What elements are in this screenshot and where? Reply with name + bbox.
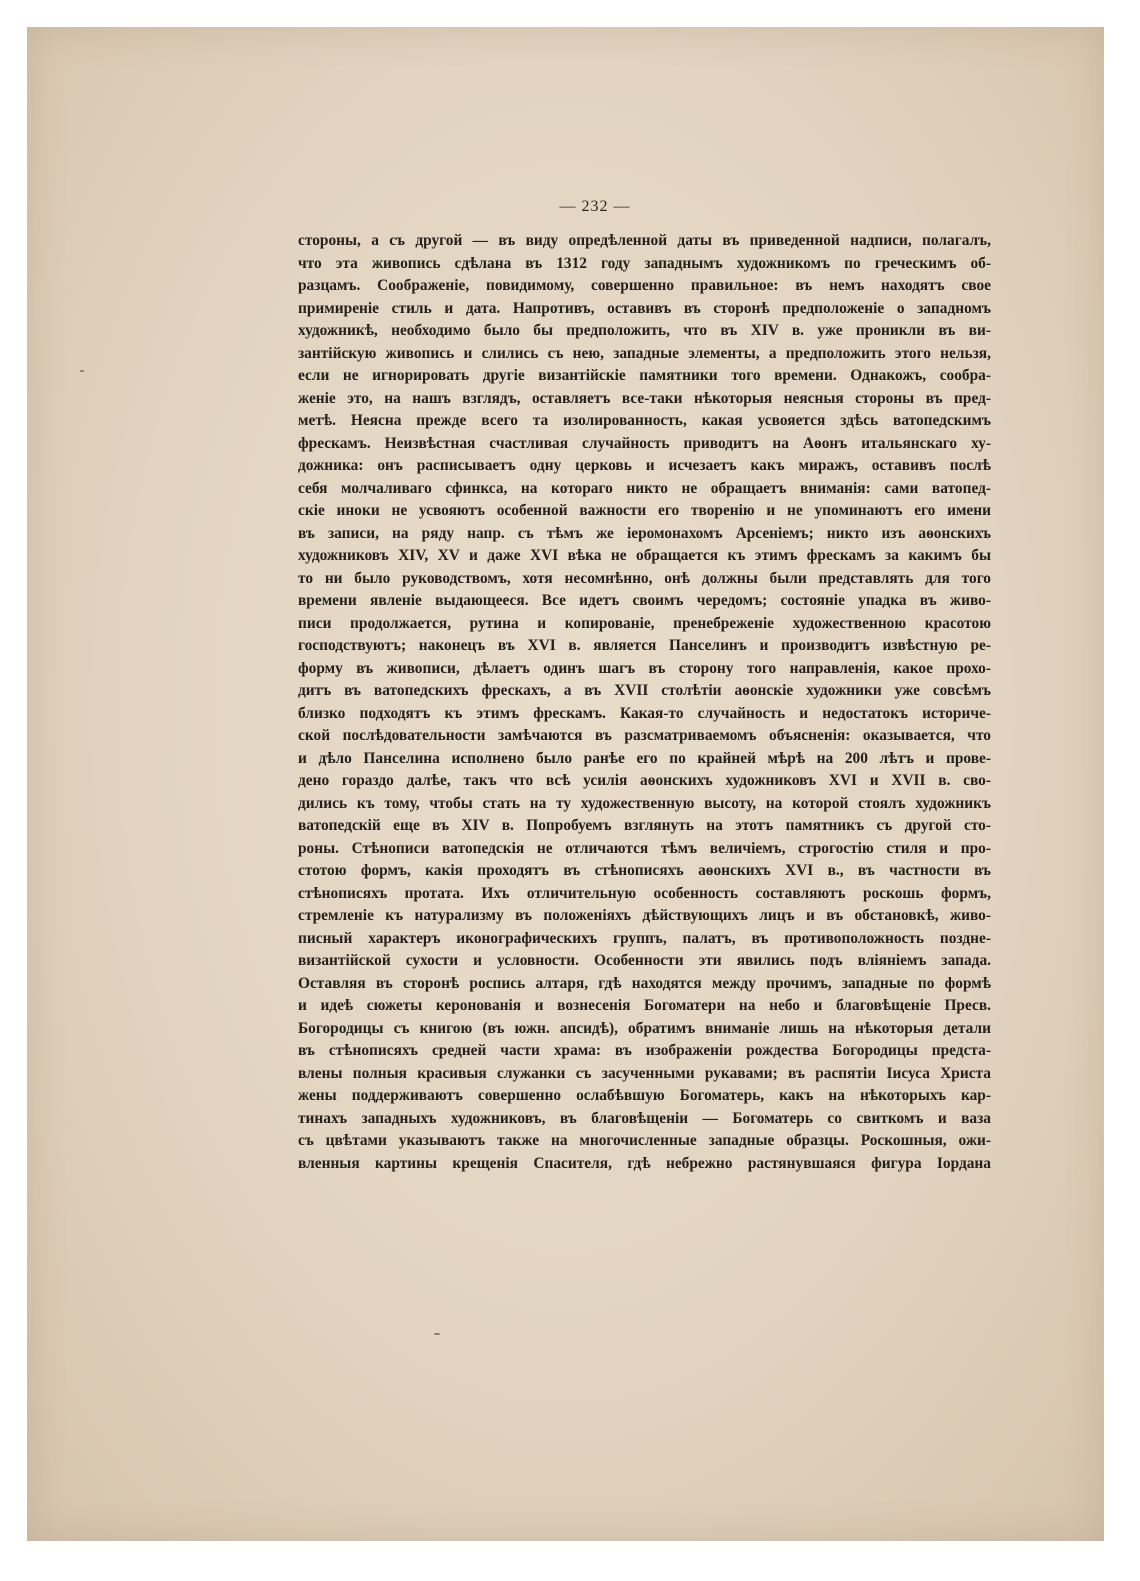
text-line: дились къ тому, чтобы стать на ту художественную высоту, на которой стоялъ художникъ: [298, 794, 991, 812]
text-line: скіе иноки не усвояютъ особенной важности его творенію и не упоминаютъ его имени: [298, 502, 991, 519]
text-line: ской послѣдовательности замѣчаются въ разсматриваемомъ объясненія: оказывается, что: [298, 727, 991, 744]
text-line: стороны, а съ другой — въ виду опредѣленной даты въ приведенной надписи, полагалъ,: [298, 232, 991, 249]
paper-speck: [80, 370, 84, 372]
text-line: что эта живопись сдѣлана въ 1312 году западнымъ художникомъ по греческимъ об-: [298, 254, 991, 272]
text-line: метѣ. Неясна прежде всего та изолированность, какая усвояется здѣсь ватопедскимъ: [298, 412, 991, 429]
text-line: стотою формъ, какія проходятъ въ стѣнописяхъ аѳонскихъ XVI в., въ частности въ: [298, 862, 991, 879]
text-line: влены полныя красивыя служанки съ засученными рукавами; въ распятіи Іисуса Христа: [298, 1064, 991, 1082]
text-line: себя молчаливаго сфинкса, на котораго никто не обращаетъ вниманія: сами ватопед-: [298, 479, 991, 497]
text-line: если не игнорировать другіе византійскіе памятники того времени. Однакожъ, сообра-: [298, 367, 991, 384]
text-line: тинахъ западныхъ художниковъ, въ благовѣщеніи — Богоматерь со свиткомъ и ваза: [298, 1109, 991, 1127]
text-line: примиреніе стиль и дата. Напротивъ, оставивъ въ сторонѣ предположеніе о западномъ: [298, 299, 991, 317]
text-line: съ цвѣтами указываютъ также на многочисленные западные образцы. Роскошныя, ожи-: [298, 1132, 991, 1149]
text-line: господствуютъ; наконецъ въ XVI в. является Панселинъ и производитъ извѣстную ре-: [298, 637, 991, 654]
text-line: въ стѣнописяхъ средней части храма: въ изображеніи рождества Богородицы предста-: [298, 1042, 991, 1059]
text-line: Богородицы съ книгою (въ южн. апсидѣ), обратимъ вниманіе лишь на нѣкоторыя детали: [298, 1019, 991, 1037]
text-line: то ни было руководствомъ, хотя несомнѣнно, онѣ должны были представлять для того: [298, 569, 991, 587]
text-line: Оставляя въ сторонѣ роспись алтаря, гдѣ находятся между прочимъ, западные по формѣ: [298, 974, 991, 992]
text-line: ватопедскій еще въ XIV в. Попробуемъ взглянуть на этотъ памятникъ съ другой сто-: [298, 817, 991, 834]
text-line: женіе это, на нашъ взглядъ, оставляетъ все-таки нѣкоторыя неясныя стороны въ пред-: [298, 389, 991, 407]
text-line: зантійскую живопись и слились съ нею, западные элементы, а предположить этого нельзя,: [298, 344, 991, 362]
text-line: дитъ въ ватопедскихъ фрескахъ, а въ XVII столѣтіи аѳонскіе художники уже совсѣмъ: [298, 682, 991, 699]
text-line: времени явленіе выдающееся. Все идетъ своимъ чередомъ; состояніе упадка въ живо-: [298, 592, 991, 609]
text-line: и дѣло Панселина исполнено было ранѣе его по крайней мѣрѣ на 200 лѣтъ и прове-: [298, 749, 991, 767]
text-line: дено гораздо далѣе, такъ что всѣ усилія аѳонскихъ художниковъ XVI и XVII в. сво-: [298, 772, 991, 789]
paper-speck: [434, 1333, 440, 1335]
text-line: и идеѣ сюжеты керонованія и вознесенія Богоматери на небо и благовѣщеніе Пресв.: [298, 997, 991, 1014]
text-line: фрескамъ. Неизвѣстная счастливая случайность приводитъ на Аѳонъ итальянскаго ху-: [298, 434, 991, 452]
text-line: стремленіе къ натурализму въ положеніяхъ дѣйствующихъ лицъ и въ обстановкѣ, живо-: [298, 907, 991, 924]
text-line: жены поддерживаютъ совершенно ослабѣвшую Богоматерь, какъ на нѣкоторыхъ кар-: [298, 1087, 991, 1104]
text-line: близко подходятъ къ этимъ фрескамъ. Какая-то случайность и недостатокъ историче-: [298, 704, 991, 722]
text-line: разцамъ. Соображеніе, повидимому, совершенно правильное: въ немъ находятъ свое: [298, 277, 991, 294]
page-number: — 232 —: [559, 198, 631, 215]
text-line: стѣнописяхъ протата. Ихъ отличительную особенность составляютъ роскошь формъ,: [298, 884, 991, 902]
text-line: художниковъ XIV, XV и даже XVI вѣка не обращается къ этимъ фрескамъ за какимъ бы: [298, 547, 991, 564]
text-line: въ записи, на ряду напр. съ тѣмъ же іеромонахомъ Арсеніемъ; никто изъ аѳонскихъ: [298, 524, 991, 542]
text-line: писи продолжается, рутина и копированіе, пренебреженіе художественною красотою: [298, 614, 991, 632]
text-line: форму въ живописи, дѣлаетъ одинъ шагъ въ сторону того направленія, какое прохо-: [298, 659, 991, 677]
text-line: вленныя картины крещенія Спасителя, гдѣ небрежно растянувшаяся фигура Іордана: [298, 1154, 991, 1172]
body-text: [298, 230, 991, 1175]
text-line: художникѣ, необходимо было бы предположить, что въ XIV в. уже проникли въ ви-: [298, 322, 991, 339]
text-line: византійской сухости и условности. Особенности эти явились подъ вліяніемъ запада.: [298, 952, 991, 969]
text-line: роны. Стѣнописи ватопедскія не отличаются тѣмъ величіемъ, строгостію стиля и про-: [298, 839, 991, 857]
text-line: дожника: онъ расписываетъ одну церковь и исчезаетъ какъ миражъ, оставивъ послѣ: [298, 457, 991, 474]
text-line: писный характеръ иконографическихъ группъ, палатъ, въ противоположность поздне-: [298, 929, 991, 947]
